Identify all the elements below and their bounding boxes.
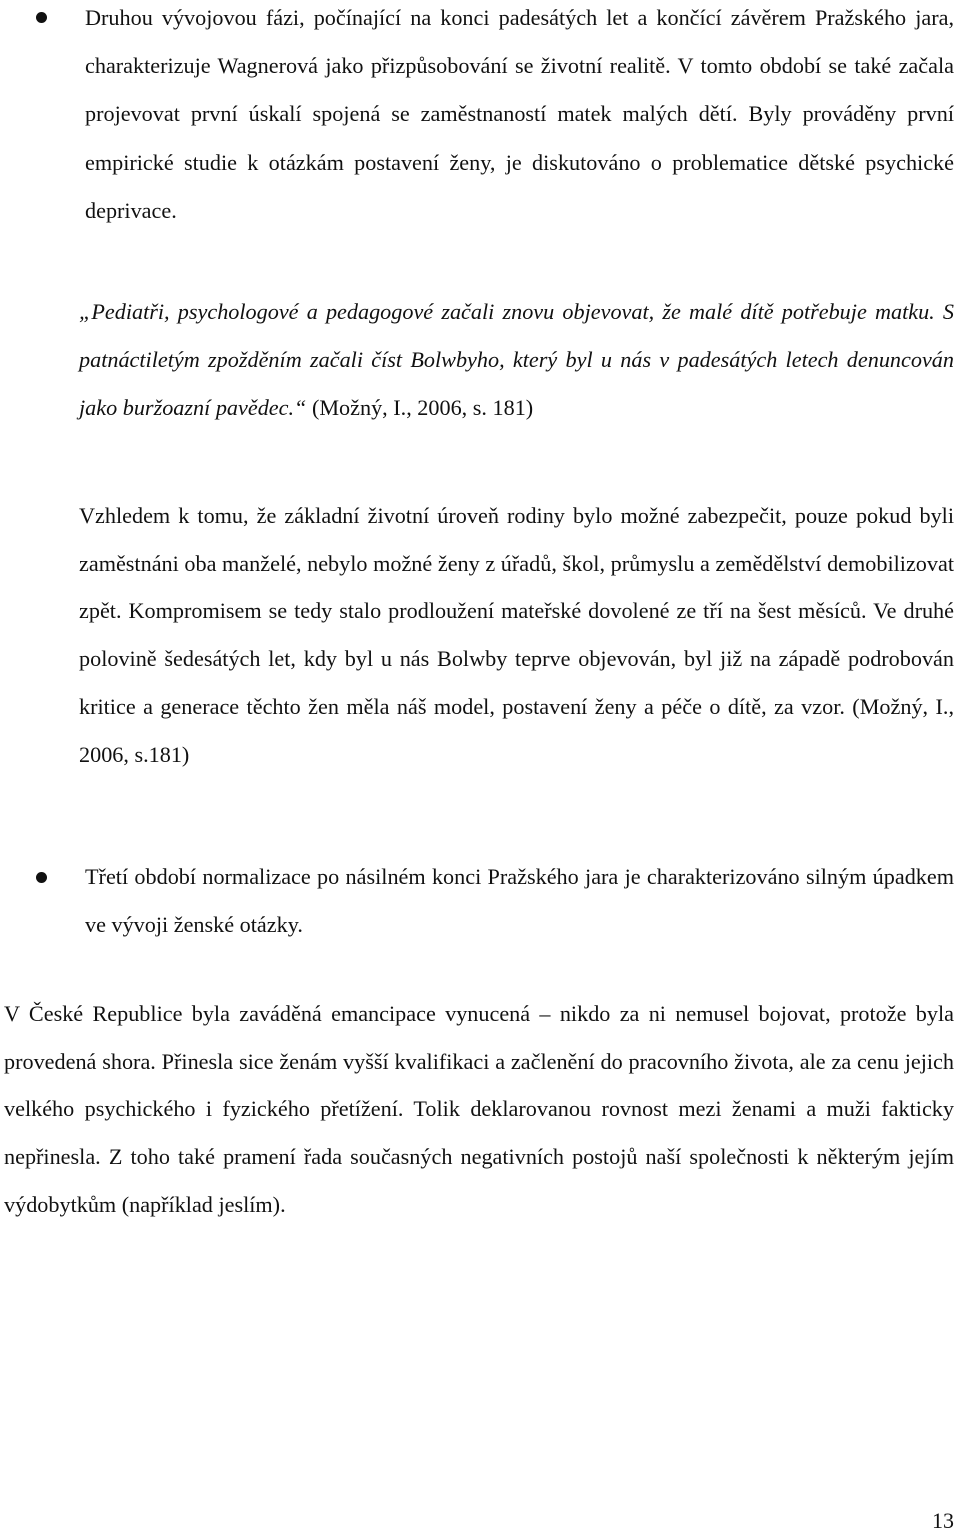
bullet-paragraph-text: Druhou vývojovou fázi, počínající na konci padesátých let a končící závěrem Pražského jara, charakterizuje Wagnerová jako přizpůsobování se životní realitě. V tomto období se také začala projevovat první úskalí spojená se zaměstnaností matek malých dětí. Byly prováděny první empirické studie k otázkám postavení ženy, je diskutováno o problematice dětské psychické deprivace. — [85, 5, 954, 223]
paragraph-emancipation — [4, 990, 954, 1229]
bullet-paragraph-normalization — [85, 853, 954, 949]
page-number: 13 — [932, 1508, 954, 1533]
bullet-dot-icon — [36, 12, 47, 23]
bullet-dot-icon — [36, 872, 47, 883]
block-quote — [79, 288, 954, 433]
quote-text: „Pediatři, psychologové a pedagogové začali znovu objevovat, že malé dítě potřebuje matku. S patnáctiletým zpožděním začali číst Bolwbyho, který byl u nás v padesátých letech denuncován jako buržoazní pavědec.“ — [79, 299, 954, 421]
bullet-paragraph-text: Třetí období normalizace po násilném konci Pražského jara je charakterizováno silným úpadkem ve vývoji ženské otázky. — [85, 864, 954, 938]
bullet-paragraph-second-phase — [85, 0, 954, 235]
quote-citation: (Možný, I., 2006, s. 181) — [311, 395, 534, 421]
paragraph-text: Vzhledem k tomu, že základní životní úroveň rodiny bylo možné zabezpečit, pouze pokud byli zaměstnáni oba manželé, nebylo možné ženy z úřadů, škol, průmyslu a zemědělství demobilizovat zpět. Kompromisem se tedy stalo prodloužení mateřské dovolené ze tří na šest měsíců. Ve druhé polovině šedesátých let, kdy byl u nás Bolwby teprve objevován, byl již na západě podrobován kritice a generace těchto žen měla náš model, postavení ženy a péče o dítě, za vzor. (Možný, I., 2006, s.181) — [79, 503, 954, 767]
paragraph-living-standard — [79, 492, 954, 778]
paragraph-text: V České Republice byla zaváděná emancipace vynucená – nikdo za ni nemusel bojovat, protože byla provedená shora. Přinesla sice ženám vyšší kvalifikaci a začlenění do pracovního života, ale za cenu jejich velkého psychického i fyzického přetížení. Tolik deklarovanou rovnost mezi ženami a muži fakticky nepřinesla. Z toho také pramení řada současných negativních postojů naší společnosti k některým jejím výdobytkům (například jeslím). — [4, 1001, 954, 1217]
